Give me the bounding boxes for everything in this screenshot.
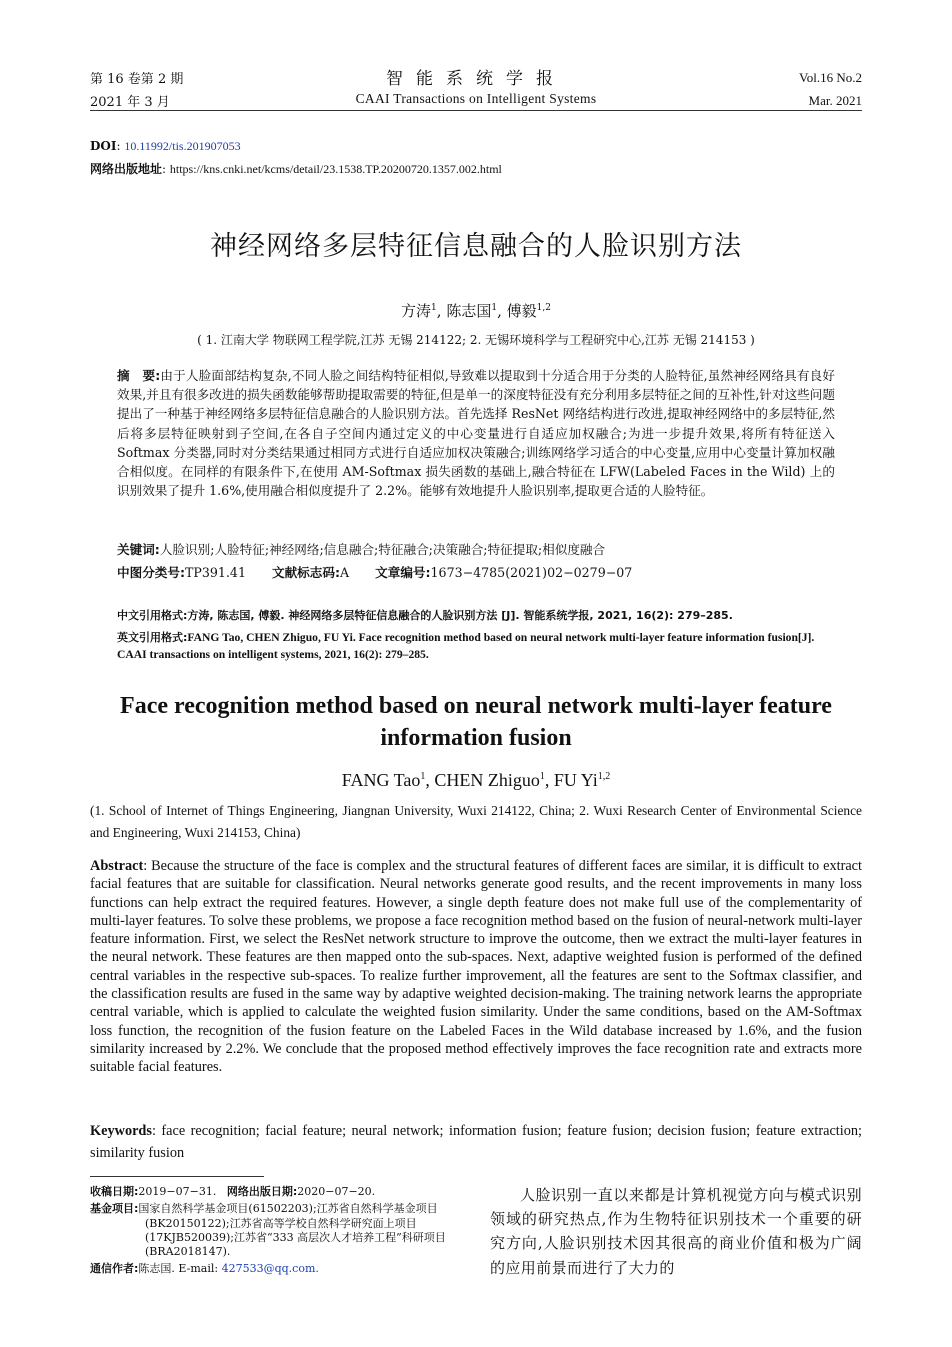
cn-author-sup: 1 <box>491 303 498 313</box>
clc-label: 中图分类号: <box>117 565 186 580</box>
citation-en-text: FANG Tao, CHEN Zhiguo, FU Yi. Face recognition method based on neural network multi-layer feature information fusion[J]. CAAI transactions on intelligent systems, 2021, 16(2): 279–285. <box>117 631 815 661</box>
cn-abstract-text: 由于人脸面部结构复杂,不同人脸之间结构特征相似,导致难以提取到十分适合用于分类的人脸特征,虽然神经网络具有良好效果,并且有很多改进的损失函数能够帮助提取需要的特征,但是单一的深度特征没有充分利用多层特征之间的互补性,针对这些问题提出了一种基于神经网络多层特征信息融合的人脸识别方法。首先选择 ResNet 网络结构进行改进,提取神经网络中的多层特征,然后将多层特征映射到子空间,在各自子空间内通过定义的中心变量进行自适应加权融合;为进一步提升效果,将所有特征送入 Softmax 分类器,同时对分类结果通过相同方式进行自适应加权决策融合;训练网络学习适合的中心变量,应用中心变量计算加权融合相似度。在同样的有限条件下,在使用 AM-Softmax 损失函数的基础上,融合特征在 LFW(Labeled Faces in the Wild) 上的识别效果了提升 1.6%,使用融合相似度提升了 2.2%。能够有效地提升人脸识别率,提取更合适的人脸特征。 <box>117 368 835 499</box>
fund-label: 基金项目: <box>90 1202 139 1216</box>
citation-cn <box>117 607 835 624</box>
cn-authors: 方涛$^1$, 陈志国$^1$, 傅毅$^{1,2}$ <box>401 302 551 320</box>
en-keywords-text: face recognition; facial feature; neural network; information fusion; feature fusion; decision fusion; feature extraction; similarity fusion <box>90 1123 862 1161</box>
article-no-label: 文章编号: <box>375 565 431 580</box>
doi-line: DOI: 10.11992/tis.201907053 <box>90 139 241 153</box>
cn-classification <box>117 562 835 581</box>
header-volume-en: Vol.16 No.2 <box>799 70 862 85</box>
header-journal-cn: 智能系统学报 <box>386 69 566 89</box>
running-header <box>90 66 862 110</box>
citation-cn-text: 方涛, 陈志国, 傅毅. 神经网络多层特征信息融合的人脸识别方法 [J]. 智能系统学报, 2021, 16(2): 279–285. <box>187 609 733 622</box>
body-intro-paragraph: 人脸识别一直以来都是计算机视觉方向与模式识别领域的研究热点,作为生物特征识别技术一个重要的研究方向,人脸识别技术因其很高的商业价值和极为广阔的应用前景而进行了大力的 <box>490 1186 862 1277</box>
article-no-value: 1673−4785(2021)02−0279−07 <box>430 565 633 580</box>
doi-link[interactable]: 10.11992/tis.201907053 <box>124 139 241 153</box>
header-date-en: Mar. 2021 <box>808 93 862 108</box>
en-author-sup: 1 <box>420 771 426 782</box>
cn-title: 神经网络多层特征信息融合的人脸识别方法 <box>210 231 742 262</box>
cn-affiliation: ( 1. 江南大学 物联网工程学院,江苏 无锡 214122; 2. 无锡环境科学与工程研究中心,江苏 无锡 214153 ) <box>197 333 755 347</box>
online-address-url[interactable]: https://kns.cnki.net/kcms/detail/23.1538.TP.20200720.1357.002.html <box>169 162 502 176</box>
footnote-rule <box>90 1176 264 1177</box>
corresponding-label: 通信作者: <box>90 1262 139 1276</box>
cn-author-name: 陈志国 <box>446 302 492 320</box>
corresponding-email[interactable]: 427533@qq.com. <box>221 1262 319 1276</box>
header-rule <box>90 110 862 111</box>
citation-en <box>117 629 835 663</box>
clc-value: TP391.41 <box>185 565 246 580</box>
cn-author-sup: 1,2 <box>536 303 551 313</box>
en-affiliation: (1. School of Internet of Things Engineering, Jiangnan University, Wuxi 214122, China; 2. Wuxi Research Center of Environmental Science and Engineering, Wuxi 214153, China) <box>90 803 862 840</box>
citation-en-label: 英文引用格式: <box>117 631 188 644</box>
online-date-label: 网络出版日期: <box>226 1185 298 1198</box>
cn-keywords <box>117 540 835 559</box>
cn-author-name: 傅毅 <box>506 302 537 320</box>
header-date-cn: 2021 年 3 月 <box>90 95 170 110</box>
received-date: 2019−07−31. <box>138 1185 217 1198</box>
fund-text: 国家自然科学基金项目(61502203);江苏省自然科学基金项目(BK20150122);江苏省高等学校自然科学研究面上项目(17KJB520039);江苏省“333 高层次人才培养工程”科研项目(BRA2018147). <box>138 1202 446 1259</box>
footnote-fund <box>90 1202 468 1259</box>
corresponding-name: 陈志国. E-mail: <box>138 1262 219 1276</box>
cn-abstract-label: 摘 要: <box>117 368 161 383</box>
en-author-sup: 1 <box>539 771 545 782</box>
doi-label: DOI <box>90 139 117 153</box>
en-author-sup: 1,2 <box>597 771 611 782</box>
en-keywords-label: Keywords <box>90 1123 152 1139</box>
en-keywords: Keywords: face recognition; facial feature; neural network; information fusion; feature fusion; decision fusion; feature extraction; similarity fusion <box>90 1123 862 1161</box>
en-authors: FANG Tao$^1$, CHEN Zhiguo$^1$, FU Yi$^{1,2}$ <box>341 770 611 790</box>
en-title: Face recognition method based on neural network multi-layer feature information fusion <box>120 693 832 751</box>
en-author-name: FU Yi <box>553 770 598 790</box>
online-address-label: 网络出版地址 <box>90 162 163 176</box>
online-address-line: 网络出版地址: https://kns.cnki.net/kcms/detail/23.1538.TP.20200720.1357.002.html <box>90 162 502 176</box>
en-abstract-text: Because the structure of the face is complex and the structural features of different faces are similar, it is difficult to extract facial features that are suitable for classification. Neural networks generate good results, and the recent improvements in many loss functions can help extract the required features. However, a single depth feature does not make full use of the complementarity of multi-layer features. To solve these problems, we propose a face recognition method based on the fusion of neural-network multi-layer feature information. First, we select the ResNet network structure to improve the outcome, then we extract the multi-layer features in the neural network. These features are then mapped onto the sub-spaces. Next, adaptive weighted fusion is performed of the defined central variables in the respective sub-spaces. To realize further improvement, all the features are sent to the Softmax classifier, and the classification results are fused in the same way by adaptive weighted decision-making. The training network learns the appropriate central variable, which is applied to calculate the weighted fusion similarity. Under the same conditions, based on the AM-Softmax loss function, the recognition of the fusion feature on the Labeled Faces in the Wild database increased by 1.6%, and the fusion similarity increased by 2.2%. We conclude that the proposed method effectively improves the face recognition rate and extracts more suitable facial features. <box>90 858 862 1076</box>
cn-abstract <box>117 366 835 500</box>
online-date: 2020−07−20. <box>297 1185 376 1198</box>
cn-author-sup: 1 <box>431 303 437 313</box>
received-label: 收稿日期: <box>90 1185 139 1198</box>
cn-author-name: 方涛 <box>401 302 432 320</box>
en-author-name: FANG Tao <box>341 770 421 790</box>
cn-keywords-label: 关键词: <box>117 542 160 557</box>
en-abstract-label: Abstract <box>90 858 144 874</box>
header-journal-en: CAAI Transactions on Intelligent Systems <box>355 91 597 106</box>
header-volume-cn: 第 16 卷第 2 期 <box>90 72 184 87</box>
citation-cn-label: 中文引用格式: <box>117 609 188 622</box>
doc-code-label: 文献标志码: <box>271 565 340 580</box>
en-author-name: CHEN Zhiguo <box>434 770 540 790</box>
en-abstract: Abstract: Because the structure of the face is complex and the structural features of different faces are similar, it is difficult to extract facial features that are suitable for classification. Neural networks generate good results, and the recent improvements in many loss functions can help extract the required features. However, a single depth feature does not make full use of the complementarity of multi-layer features. To solve these problems, we propose a face recognition method based on the fusion of neural-network multi-layer feature information. First, we select the ResNet network structure to improve the outcome, then we extract the multi-layer features in the neural network. These features are then mapped onto the sub-spaces. Next, adaptive weighted fusion is performed of the defined central variables in the respective sub-spaces. To realize further improvement, all the features are sent to the Softmax classifier, and the classification results are fused in the same way by adaptive weighted decision-making. The training network learns the appropriate central variable, which is applied to calculate the weighted fusion similarity. Under the same conditions, based on the AM-Softmax loss function, the recognition of the fusion feature on the Labeled Faces in the Wild database increased by 1.6%, and the fusion similarity increased by 2.2%. We conclude that the proposed method effectively improves the face recognition rate and extracts more suitable facial features. <box>90 858 862 1076</box>
footnote-corresponding <box>90 1262 468 1276</box>
cn-keywords-text: 人脸识别;人脸特征;神经网络;信息融合;特征融合;决策融合;特征提取;相似度融合 <box>159 542 606 557</box>
footnote-dates <box>90 1185 468 1199</box>
footnotes <box>90 1185 468 1280</box>
doc-code-value: A <box>340 565 350 580</box>
